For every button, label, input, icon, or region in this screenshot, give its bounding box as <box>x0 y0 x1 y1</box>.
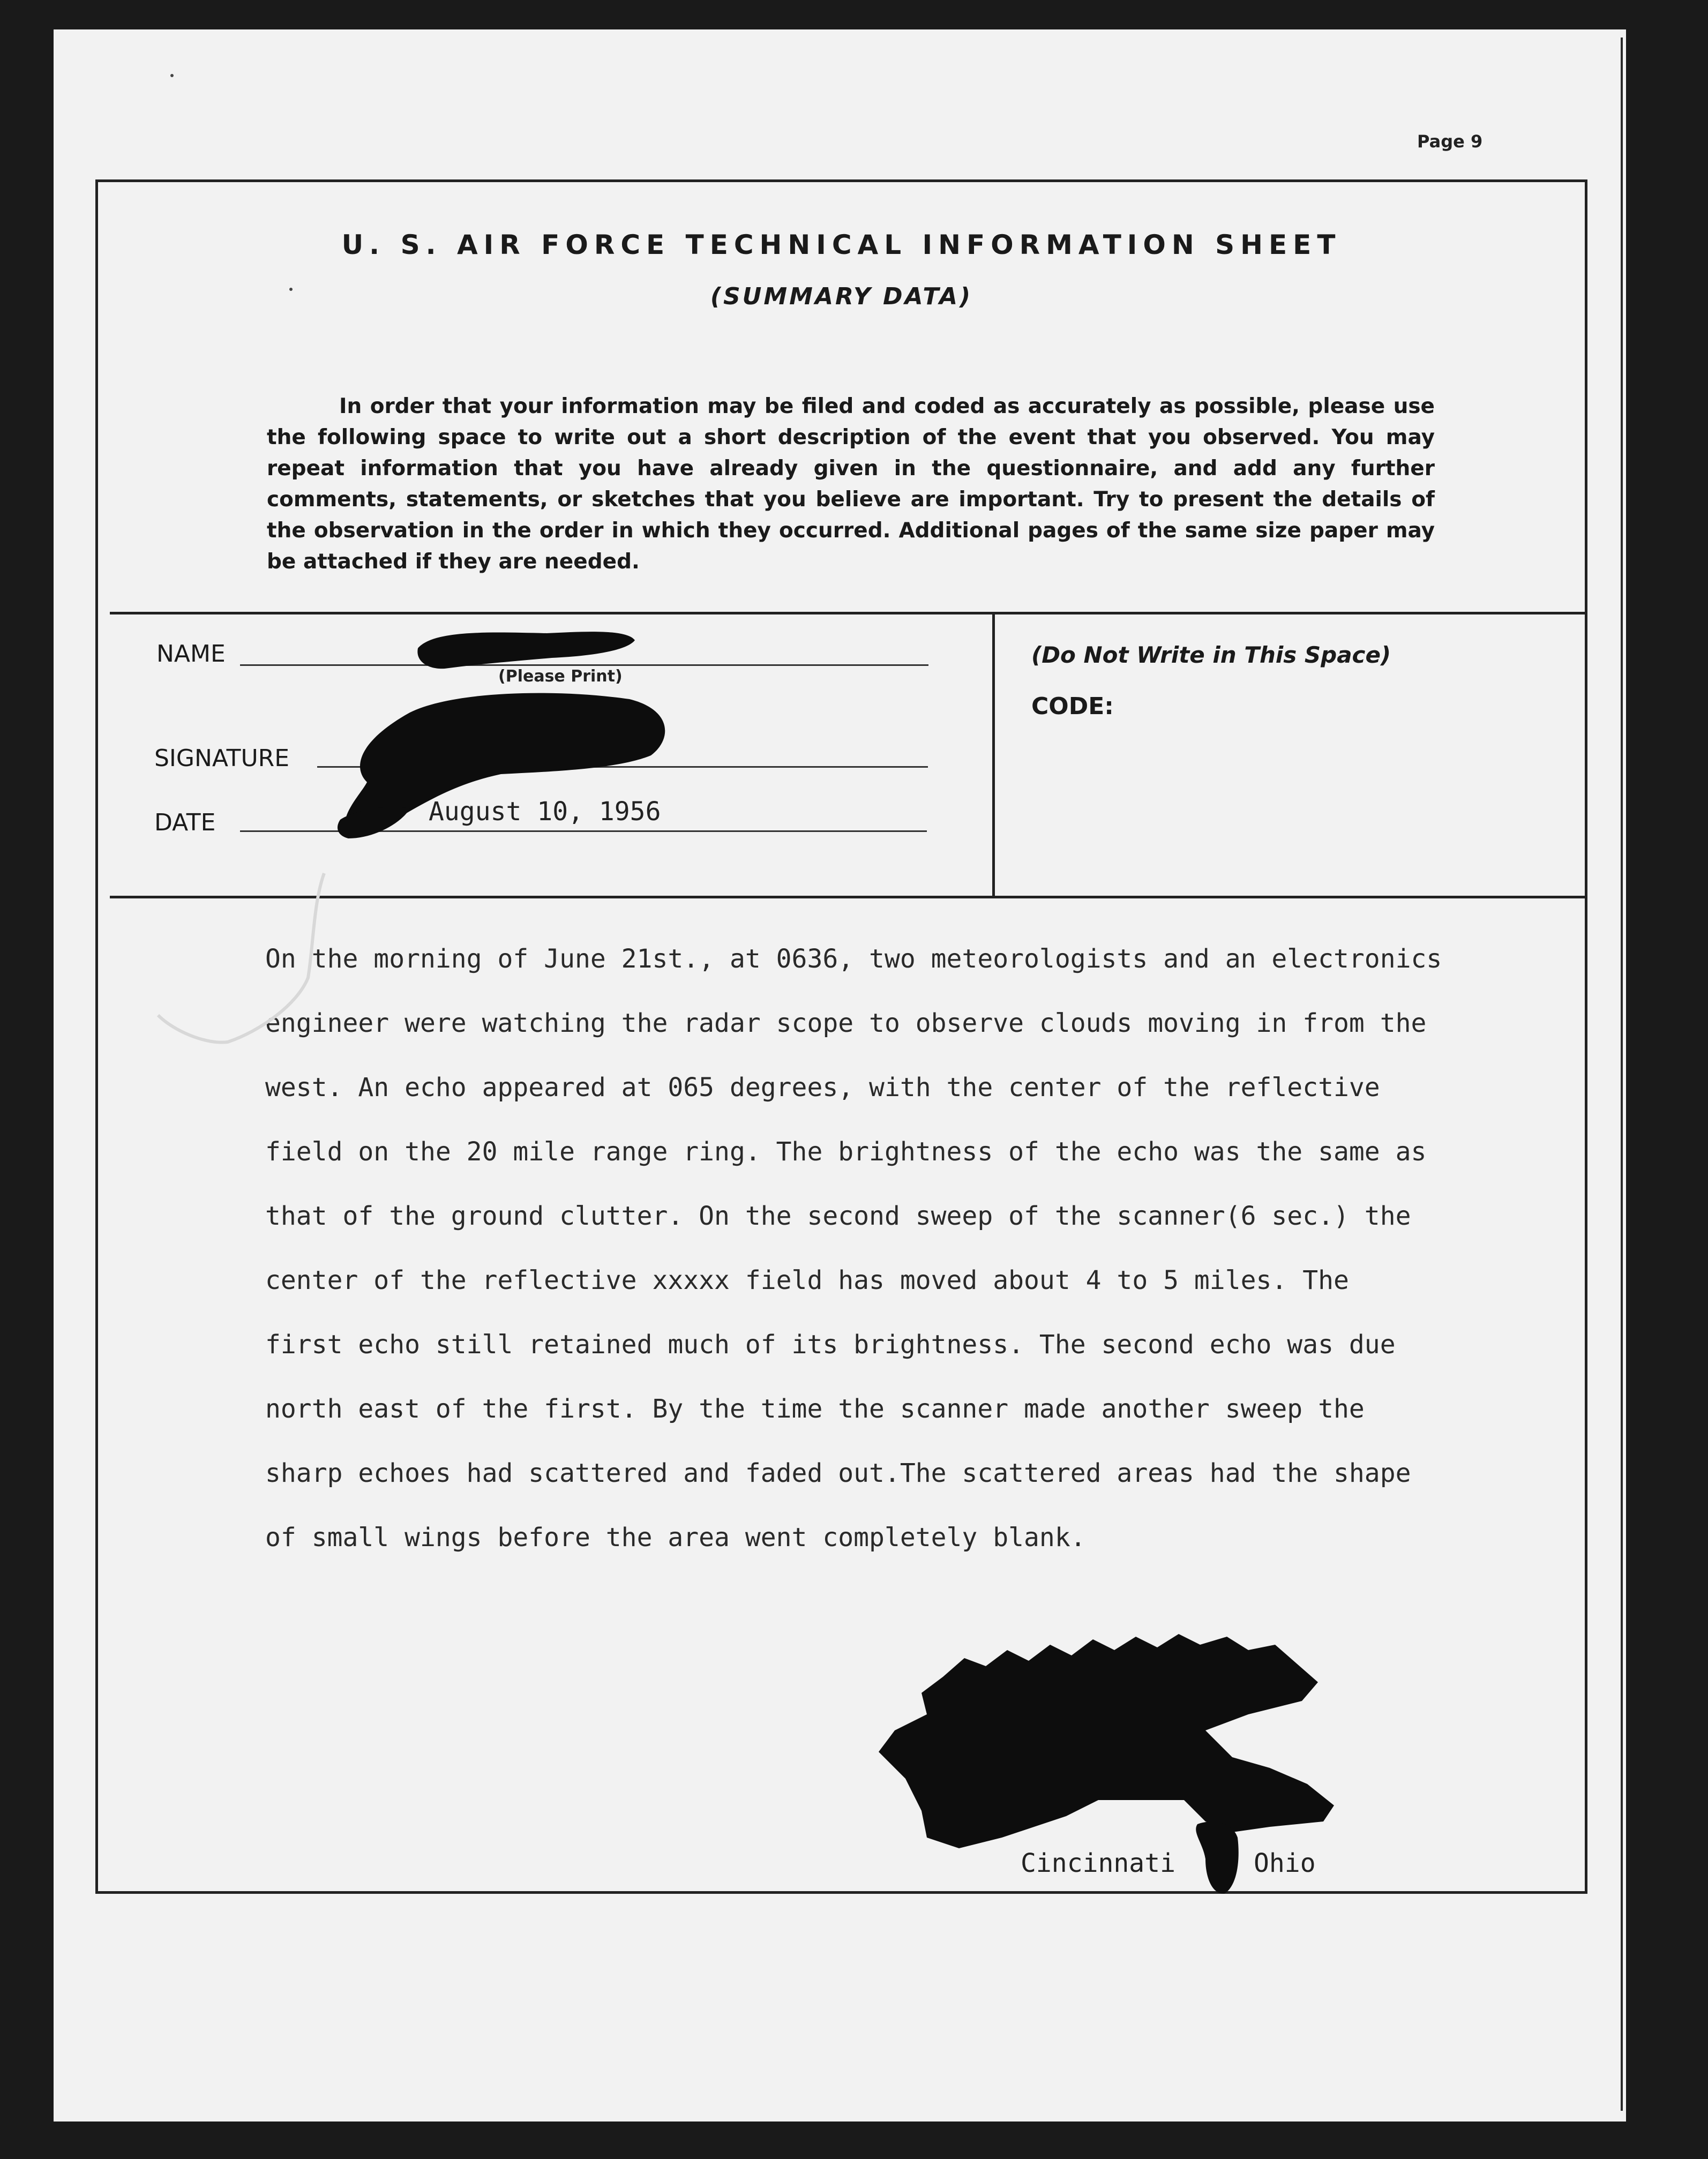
do-not-write-note: (Do Not Write in This Space) <box>1031 642 1391 668</box>
narrative-line: sharp echoes had scattered and faded out.The scattered areas had the shape <box>265 1458 1411 1488</box>
form-instructions: In order that your information may be filed and coded as accurately as possible, please use the following space to write out a short description of the event that you observed. You may repeat information that you have already given in the questionnaire, and add any further comments, statements, or sketches that you believe are important. Try to present the details of the observation in the order in which they occurred. Additional pages of the same size paper may be attached if they are needed. <box>267 394 1435 574</box>
narrative-line: of small wings before the area went completely blank. <box>265 1523 1086 1553</box>
form-subtitle: (SUMMARY DATA) <box>710 283 973 310</box>
speck <box>170 74 174 77</box>
narrative-line: north east of the first. By the time the scanner made another sweep the <box>265 1394 1365 1424</box>
pencil-mark <box>153 871 335 1047</box>
narrative-line: west. An echo appeared at 065 degrees, with the center of the reflective <box>265 1073 1380 1103</box>
narrative-line: field on the 20 mile range ring. The brightness of the echo was the same as <box>265 1137 1427 1167</box>
page-edge-rule <box>1621 38 1623 2111</box>
form-title: U. S. AIR FORCE TECHNICAL INFORMATION SHEET <box>341 229 1342 260</box>
date-label: DATE <box>154 809 216 836</box>
please-print-label: (Please Print) <box>498 667 623 686</box>
header-divider <box>110 612 1586 614</box>
date-value: August 10, 1956 <box>429 797 661 827</box>
narrative-text <box>265 943 1530 1586</box>
narrative-line: engineer were watching the radar scope to observe clouds moving in from the <box>265 1008 1427 1038</box>
narrative-line: center of the reflective xxxxx field has moved about 4 to 5 miles. The <box>265 1265 1349 1295</box>
office-use-divider <box>992 612 995 896</box>
signature-redaction <box>329 680 678 841</box>
signature-label: SIGNATURE <box>154 745 290 772</box>
narrative-line: first echo still retained much of its brightness. The second echo was due <box>265 1330 1396 1360</box>
narrative-line: On the morning of June 21st., at 0636, two meteorologists and an electronics <box>265 944 1442 974</box>
name-label: NAME <box>156 640 226 668</box>
location-city: Cincinnati <box>1021 1848 1175 1878</box>
location-state: Ohio <box>1254 1848 1316 1878</box>
name-redaction <box>413 627 638 675</box>
page-number: Page 9 <box>1417 131 1483 152</box>
code-label: CODE: <box>1031 693 1114 720</box>
narrative-line: that of the ground clutter. On the second sweep of the scanner(6 sec.) the <box>265 1201 1411 1231</box>
